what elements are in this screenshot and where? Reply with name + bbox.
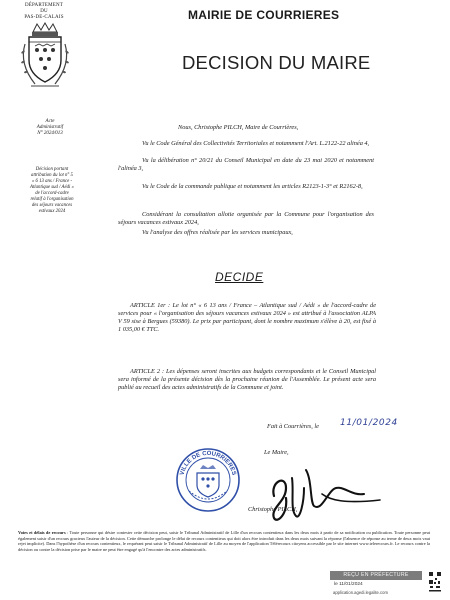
mayor-signature: [252, 458, 402, 526]
receipt-date: le 11/01/2024: [334, 582, 363, 587]
department-line: PAS-DE-CALAIS: [24, 15, 64, 20]
note-line: de l'accord-cadre: [35, 191, 69, 196]
vu-cgct-paragraph: Vu le Code Général des Collectivités Territoriales et notamment l'Art. L.2122-22 alinéa 4,: [142, 140, 370, 147]
acte-number: N° 2024/013: [37, 131, 63, 136]
department-line: DÉPARTEMENT: [24, 3, 64, 8]
article-2: ARTICLE 2 : Les dépenses seront inscrites aux budgets correspondants et le Conseil Municipal sera informé de la présente décision dès la prochaine réunion de l'Assemblée. Le présent acte sera publié au recueil des actes administratifs de la Commune et joint.: [118, 368, 376, 391]
document-title: DECISION DU MAIRE: [182, 52, 371, 73]
considerant-paragraph: Considérant la consultation allotie organisée par la Commune pour l'organisation des séjours vacances estivaux 2024,: [118, 211, 374, 226]
intro-line: Nous, Christophe PILCH, Maire de Courrières,: [178, 124, 299, 131]
recourse-notice: [18, 530, 430, 552]
mairie-heading: MAIRIE DE COURRIERES: [188, 8, 340, 22]
le-maire-label: Le Maire,: [264, 449, 289, 456]
stamp-text: VILLE DE COURRIERES: [179, 450, 237, 477]
decision-subject-note: [22, 167, 82, 215]
city-stamp-icon: [175, 447, 241, 513]
note-line: attribution du lot n° 5: [31, 173, 73, 178]
department-line: DU: [40, 9, 48, 14]
note-line: Décision portant: [35, 167, 69, 172]
recourse-text: : Toute personne qui désire contester cette décision peut, saisir le Tribunal Administratif de Lille d'un recours contentieux dans les deux mois à partir de sa notification ou publication. Toute personne peut également saisir d'un recours gracieux l'auteur de la décision. Cette démarche prolonge le délai de recours contentieux qui doit alors être introduit dans les deux mois suivant la réponse (l'absence de réponse au terme de deux mois vaut rejet implicite). Dans l'hypothèse d'un recours contentieux, le requérant peut saisir le Tribunal Administratif de Lille au moyen de l'application Télérecours citoyens accessible par le site internet www.telerecours.fr. Le recours contre la décision ou contre la décision prise par le maire ne peut être engagé qu'à l'encontre des actes administratifs.: [18, 530, 430, 552]
note-line: « 6 13 ans / France -: [31, 179, 73, 184]
acte-line: Acte: [45, 119, 55, 124]
signatory-name: Christophe PILCH,: [248, 506, 298, 513]
receipt-app: application.agedi.legalite.com: [333, 590, 388, 595]
prefecture-receipt-badge: REÇU EN PRÉFECTURE: [330, 571, 422, 580]
acte-reference: [24, 119, 76, 137]
note-line: relatif à l'organisation: [30, 197, 74, 202]
place-date-line: Fait à Courrières, le: [267, 423, 319, 430]
note-line: des séjours vacances: [31, 203, 73, 208]
note-line: Atlantique sud / Aédi »: [30, 185, 74, 190]
acte-line: Administratif: [36, 125, 64, 130]
vu-code-commande-paragraph: Vu le Code de la commande publique et notamment les articles R2123-1-3° et R2162-8,: [142, 183, 363, 190]
department-header: [20, 3, 68, 21]
qr-code-icon: [428, 571, 442, 593]
coat-of-arms-icon: [17, 22, 73, 92]
handwritten-date: 11/01/2024: [340, 418, 398, 428]
svg-text:VILLE DE COURRIERES: [179, 451, 236, 476]
decide-heading: DECIDE: [215, 270, 264, 284]
vu-deliberation-paragraph: Vu la délibération n° 20/21 du Conseil Municipal en date du 23 mai 2020 et notamment l'alinéa 3,: [118, 157, 374, 172]
note-line: estivaux 2024: [38, 209, 66, 214]
vu-analyse-paragraph: Vu l'analyse des offres réalisée par les services municipaux,: [142, 229, 293, 236]
recourse-label: Voies et délais de recours: [18, 530, 66, 535]
article-1: ARTICLE 1er : Le lot n° « 6 13 ans / France – Atlantique sud / Aédi » de l'accord-cadre de services pour « l'organisation des séjours vacances estivaux 2024 » est attribué à l'association ALPA V 59 sise à Bergues (59380). Le prix par participant, dont le nombre maximum s'élève à 20, est fixé à 1 035,00 € TTC.: [118, 302, 376, 333]
